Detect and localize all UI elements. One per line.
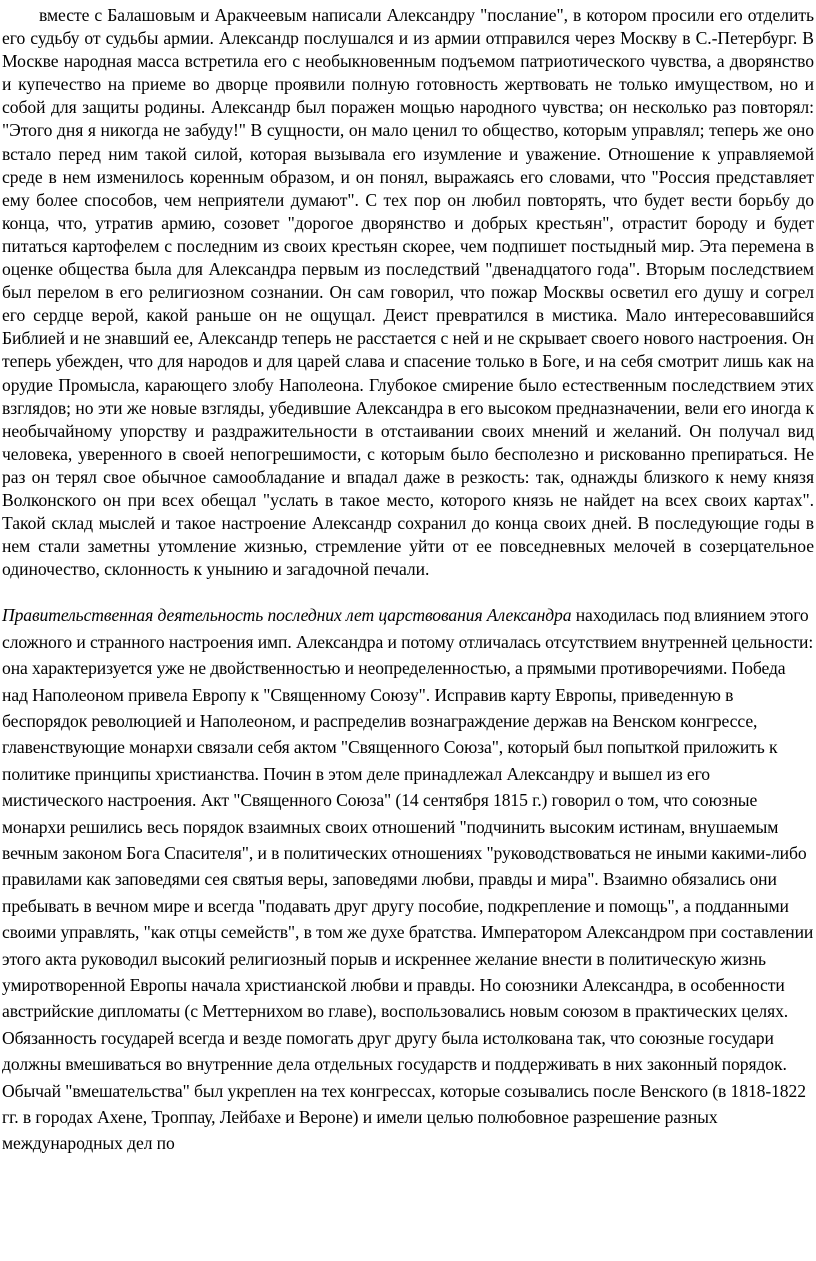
paragraph-2 <box>2 602 814 1157</box>
paragraph-2-body: находилась под влиянием этого сложного и странного настроения имп. Александра и потому отличалась отсутствием внутренней цельности: она характеризуется уже не двойственностью и неопределенностью, а прямыми противоречиями. Победа над Наполеоном привела Европу к "Священному Союзу". Исправив карту Европы, приведенную в беспорядок революцией и Наполеоном, и распределив вознаграждение держав на Венском конгрессе, главенствующие монархи связали себя актом "Священного Союза", который был попыткой приложить к политике принципы христианства. Почин в этом деле принадлежал Александру и вышел из его мистического настроения. Акт "Священного Союза" (14 сентября 1815 г.) говорил о том, что союзные монархи решились весь порядок взаимных своих отношений "подчинить высоким истинам, внушаемым вечным законом Бога Спасителя", и в политических отношениях "руководствоваться не иными какими-либо правилами как заповедями сея святыя веры, заповедями любви, правды и мира". Взаимно обязались они пребывать в вечном мире и всегда "подавать друг другу пособие, подкрепление и помощь", а подданными своими управлять, "как отцы семейств", в том же духе братства. Императором Александром при составлении этого акта руководил высокий религиозный порыв и искреннее желание внести в политическую жизнь умиротворенной Европы начала христианской любви и правды. Но союзники Александра, в особенности австрийские дипломаты (с Меттернихом во главе), воспользовались новым союзом в практических целях. Обязанность государей всегда и везде помогать друг другу была истолкована так, что союзные государи должны вмешиваться во внутренние дела отдельных государств и поддерживать в них законный порядок. Обычай "вмешательства" был укреплен на тех конгрессах, которые созывались после Венского (в 1818-1822 гг. в городах Ахене, Троппау, Лейбахе и Вероне) и имели целью полюбовное разрешение разных международных дел по <box>2 605 814 1154</box>
paragraph-1: вместе с Балашовым и Аракчеевым написали Александру "послание", в котором просили его отделить его судьбу от судьбы армии. Александр послушался и из армии отправился через Москву в С.-Петербург. В Москве народная масса встретила его с необыкновенным подъемом патриотического чувства, а дворянство и купечество на приеме во дворце проявили полную готовность жертвовать не только имуществом, но и собой для защиты родины. Александр был поражен мощью народного чувства; он несколько раз повторял: "Этого дня я никогда не забуду!" В сущности, он мало ценил то общество, которым управлял; теперь же оно встало перед ним такой силой, которая вызывала его изумление и уважение. Отношение к управляемой среде в нем изменилось коренным образом, и он понял, выражаясь его словами, что "Россия представляет ему более способов, чем неприятели думают". С тех пор он любил повторять, что будет вести борьбу до конца, что, утратив армию, созовет "дорогое дворянство и добрых крестьян", отрастит бороду и будет питаться картофелем с последним из своих крестьян скорее, чем подпишет постыдный мир. Эта перемена в оценке общества была для Александра первым из последствий "двенадцатого года". Вторым последствием был перелом в его религиозном сознании. Он сам говорил, что пожар Москвы осветил его душу и согрел его сердце верой, какой раньше он не ощущал. Деист превратился в мистика. Мало интересовавшийся Библией и не знавший ее, Александр теперь не расстается с ней и не скрывает своего нового настроения. Он теперь убежден, что для народов и для царей слава и спасение только в Боге, и на себя смотрит лишь как на орудие Промысла, карающего злобу Наполеона. Глубокое смирение было естественным последствием этих взглядов; но эти же новые взгляды, убедившие Александра в его высоком предназначении, вели его иногда к необычайному упорству и раздражительности в отстаивании своих мнений и желаний. Он получал вид человека, уверенного в своей непогрешимости, с которым было бесполезно и рискованно препираться. Не раз он терял свое обычное самообладание и впадал даже в резкость: так, однажды близкого к нему князя Волконского он при всех обещал "услать в такое место, которого князь не найдет на всех своих картах". Такой склад мыслей и такое настроение Александр сохранил до конца своих дней. В последующие годы в нем стали заметны утомление жизнью, стремление уйти от ее повседневных мелочей в созерцательное одиночество, склонность к унынию и загадочной печали. <box>2 5 814 580</box>
paragraph-2-italic-lead: Правительственная деятельность последних лет царствования Александра <box>2 605 572 626</box>
